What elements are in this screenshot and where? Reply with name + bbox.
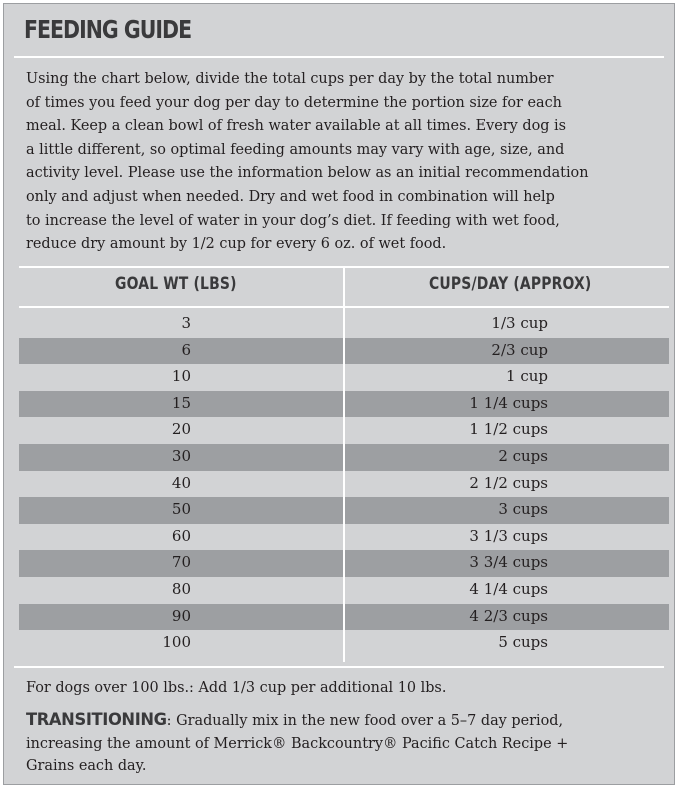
weight-cell: 30 [171,446,191,465]
weight-cell: 3 [181,314,191,332]
feeding-guide-panel [3,3,675,785]
feeding-table [19,266,669,662]
weight-cell: 70 [171,553,191,572]
cups-cell: 3 cups [498,500,548,519]
weight-cell: 100 [162,633,191,652]
transitioning-text: : Gradually mix in the new food over a 5–7 day period, increasing the amount of Merrick® Backcountry® Pacific Catch Recipe + Grains each day. [26,711,569,774]
weight-cell: 20 [171,420,191,439]
table-bottom-divider [14,666,664,668]
weight-cell: 10 [171,367,191,386]
weight-cell: 50 [171,500,191,519]
column-divider [343,266,345,662]
cups-cell: 3 3/4 cups [469,553,548,572]
weight-cell: 80 [171,579,191,598]
weight-cell: 40 [171,473,191,492]
cups-cell: 1 1/2 cups [469,420,548,439]
cups-cell: 1 1/4 cups [469,393,548,412]
cups-cell: 3 1/3 cups [469,526,548,545]
cups-cell: 1/3 cup [491,314,548,332]
weight-cell: 15 [171,393,191,412]
cups-cell: 2/3 cup [491,340,548,359]
header-cups-per-day: CUPS/DAY (APPROX) [429,274,592,294]
cups-cell: 4 2/3 cups [469,606,548,625]
page-title: FEEDING GUIDE [24,15,192,44]
large-dog-note: For dogs over 100 lbs.: Add 1/3 cup per additional 10 lbs. [26,678,447,696]
cups-cell: 1 cup [506,367,548,386]
cups-cell: 2 1/2 cups [469,473,548,492]
cups-cell: 2 cups [498,446,548,465]
transitioning-label: TRANSITIONING [26,710,167,730]
header-goal-weight: GOAL WT (LBS) [115,274,237,294]
weight-cell: 60 [171,526,191,545]
cups-cell: 4 1/4 cups [469,579,548,598]
transitioning-paragraph [26,709,650,777]
weight-cell: 6 [181,340,191,359]
cups-cell: 5 cups [498,633,548,652]
title-divider [14,56,664,58]
intro-paragraph: Using the chart below, divide the total cups per day by the total number of times you feed your dog per day to determine the portion size for each meal. Keep a clean bowl of fresh water available at all times. Every dog is a little different, so optimal feeding amounts may vary with age, size, and activity level. Please use the information below as an initial recommendation only and adjust when needed. Dry and wet food in combination will help to increase the level of water in your dog’s diet. If feeding with wet food, reduce dry amount by 1/2 cup for every 6 oz. of wet food. [26,69,589,253]
weight-cell: 90 [171,606,191,625]
